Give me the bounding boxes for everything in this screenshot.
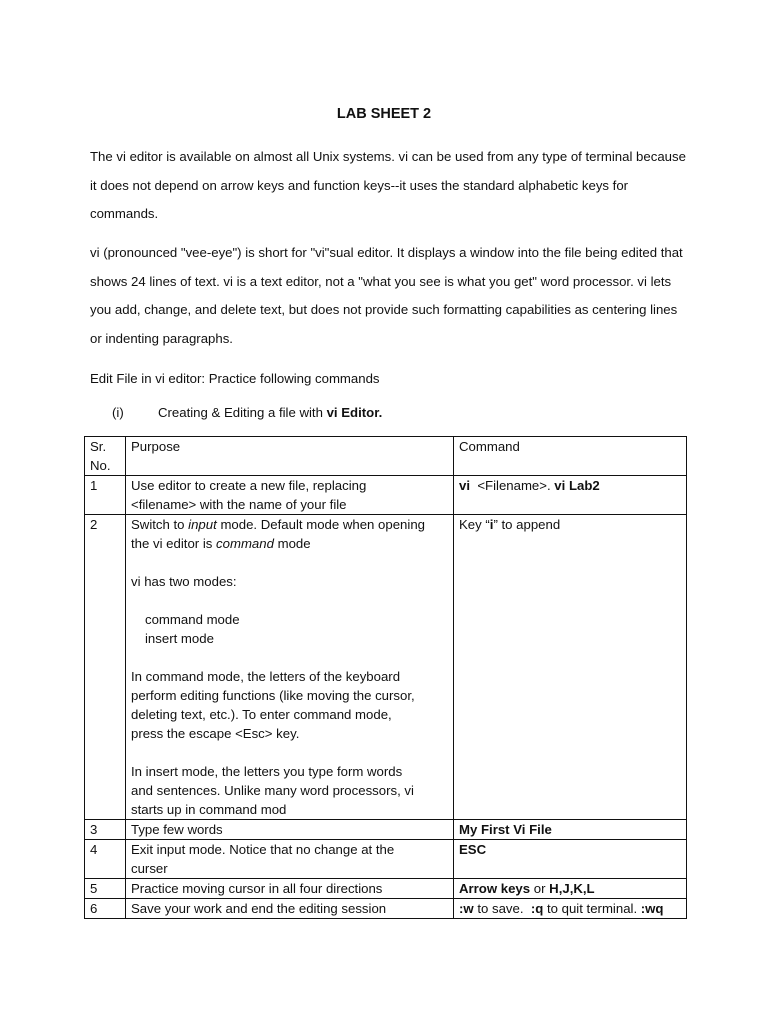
table-row <box>85 879 687 899</box>
row-sr: 6 <box>85 899 126 919</box>
table-row <box>85 476 687 515</box>
row-command <box>454 879 687 899</box>
mode-item: command mode <box>145 612 240 627</box>
row-purpose: Save your work and end the editing session <box>126 899 454 919</box>
vi-description-paragraph: vi (pronounced "vee-eye") is short for "vi"sual editor. It displays a window into the file being edited that shows 24 lines of text. vi is a text editor, not a "what you see is what you get" word processor. vi lets you add, change, and delete text, but does not provide such formatting capabilities as centering lines or indenting paragraphs. <box>90 245 683 346</box>
table-row <box>85 840 687 879</box>
text: mode <box>273 536 311 551</box>
cmd-text: to quit terminal. <box>543 901 641 916</box>
table-row <box>85 899 687 919</box>
mode-item: insert mode <box>145 631 214 646</box>
header-sr-no <box>85 437 126 476</box>
header-sr: Sr. <box>90 439 107 454</box>
header-command: Command <box>454 437 687 476</box>
cmd-text: to save. <box>473 901 531 916</box>
row-purpose <box>126 476 454 515</box>
purpose-line: curser <box>131 861 168 876</box>
italic-text: command <box>216 536 274 551</box>
row-command <box>454 899 687 919</box>
cmd-text: Key “ <box>459 517 490 532</box>
row-command: My First Vi File <box>454 820 687 840</box>
table-row <box>85 515 687 820</box>
header-purpose: Purpose <box>126 437 454 476</box>
table-row <box>85 820 687 840</box>
cmd-bold: :wq <box>640 901 664 916</box>
text: Switch to <box>131 517 189 532</box>
row-command <box>454 476 687 515</box>
row-purpose: Type few words <box>126 820 454 840</box>
purpose-line: In command mode, the letters of the keyboard <box>131 669 401 684</box>
purpose-line: deleting text, etc.). To enter command mode, <box>131 707 392 722</box>
cmd-bold: :w <box>459 901 474 916</box>
row-command: ESC <box>454 840 687 879</box>
header-no: No. <box>90 458 111 473</box>
purpose-line: <filename> with the name of your file <box>131 497 347 512</box>
purpose-line: and sentences. Unlike many word processors, vi <box>131 783 414 798</box>
row-purpose <box>126 515 454 820</box>
cmd-text: ” to append <box>493 517 561 532</box>
subheading-bold: vi Editor. <box>326 405 383 420</box>
text: the vi editor is <box>131 536 217 551</box>
cmd-bold: i <box>489 517 494 532</box>
subheading <box>112 405 382 420</box>
purpose-line <box>131 534 448 553</box>
subheading-text: Creating & Editing a file with <box>158 405 327 420</box>
row-sr: 5 <box>85 879 126 899</box>
row-sr: 1 <box>85 476 126 515</box>
cmd-bold: H,J,K,L <box>549 881 595 896</box>
row-command <box>454 515 687 820</box>
page-title: LAB SHEET 2 <box>336 106 432 122</box>
purpose-line <box>131 515 448 534</box>
cmd-bold: Arrow keys <box>459 881 531 896</box>
cmd-bold: vi <box>459 478 470 493</box>
cmd-bold: vi Lab2 <box>550 478 600 493</box>
modes-intro: vi has two modes: <box>131 574 237 589</box>
subheading-number: (i) <box>112 405 124 420</box>
row-purpose <box>126 840 454 879</box>
intro-paragraph: The vi editor is available on almost all Unix systems. vi can be used from any type of terminal because it does not depend on arrow keys and function keys--it uses the standard alphabetic keys for commands. <box>90 149 686 221</box>
practice-instruction: Edit File in vi editor: Practice following commands <box>90 371 380 386</box>
purpose-line: In insert mode, the letters you type form words <box>131 764 403 779</box>
purpose-line: press the escape <Esc> key. <box>131 726 300 741</box>
cmd-text: or <box>530 881 550 896</box>
purpose-line: Use editor to create a new file, replacing <box>131 478 367 493</box>
purpose-line: perform editing functions (like moving the cursor, <box>131 688 415 703</box>
row-sr: 2 <box>85 515 126 820</box>
row-purpose: Practice moving cursor in all four directions <box>126 879 454 899</box>
purpose-line: starts up in command mod <box>131 802 287 817</box>
commands-table <box>84 436 687 919</box>
row-sr: 4 <box>85 840 126 879</box>
cmd-text: <Filename>. <box>470 478 551 493</box>
text: mode. Default mode when opening <box>216 517 425 532</box>
italic-text: input <box>188 517 217 532</box>
purpose-line: Exit input mode. Notice that no change at the <box>131 842 395 857</box>
table-header-row <box>85 437 687 476</box>
row-sr: 3 <box>85 820 126 840</box>
cmd-bold: :q <box>530 901 544 916</box>
